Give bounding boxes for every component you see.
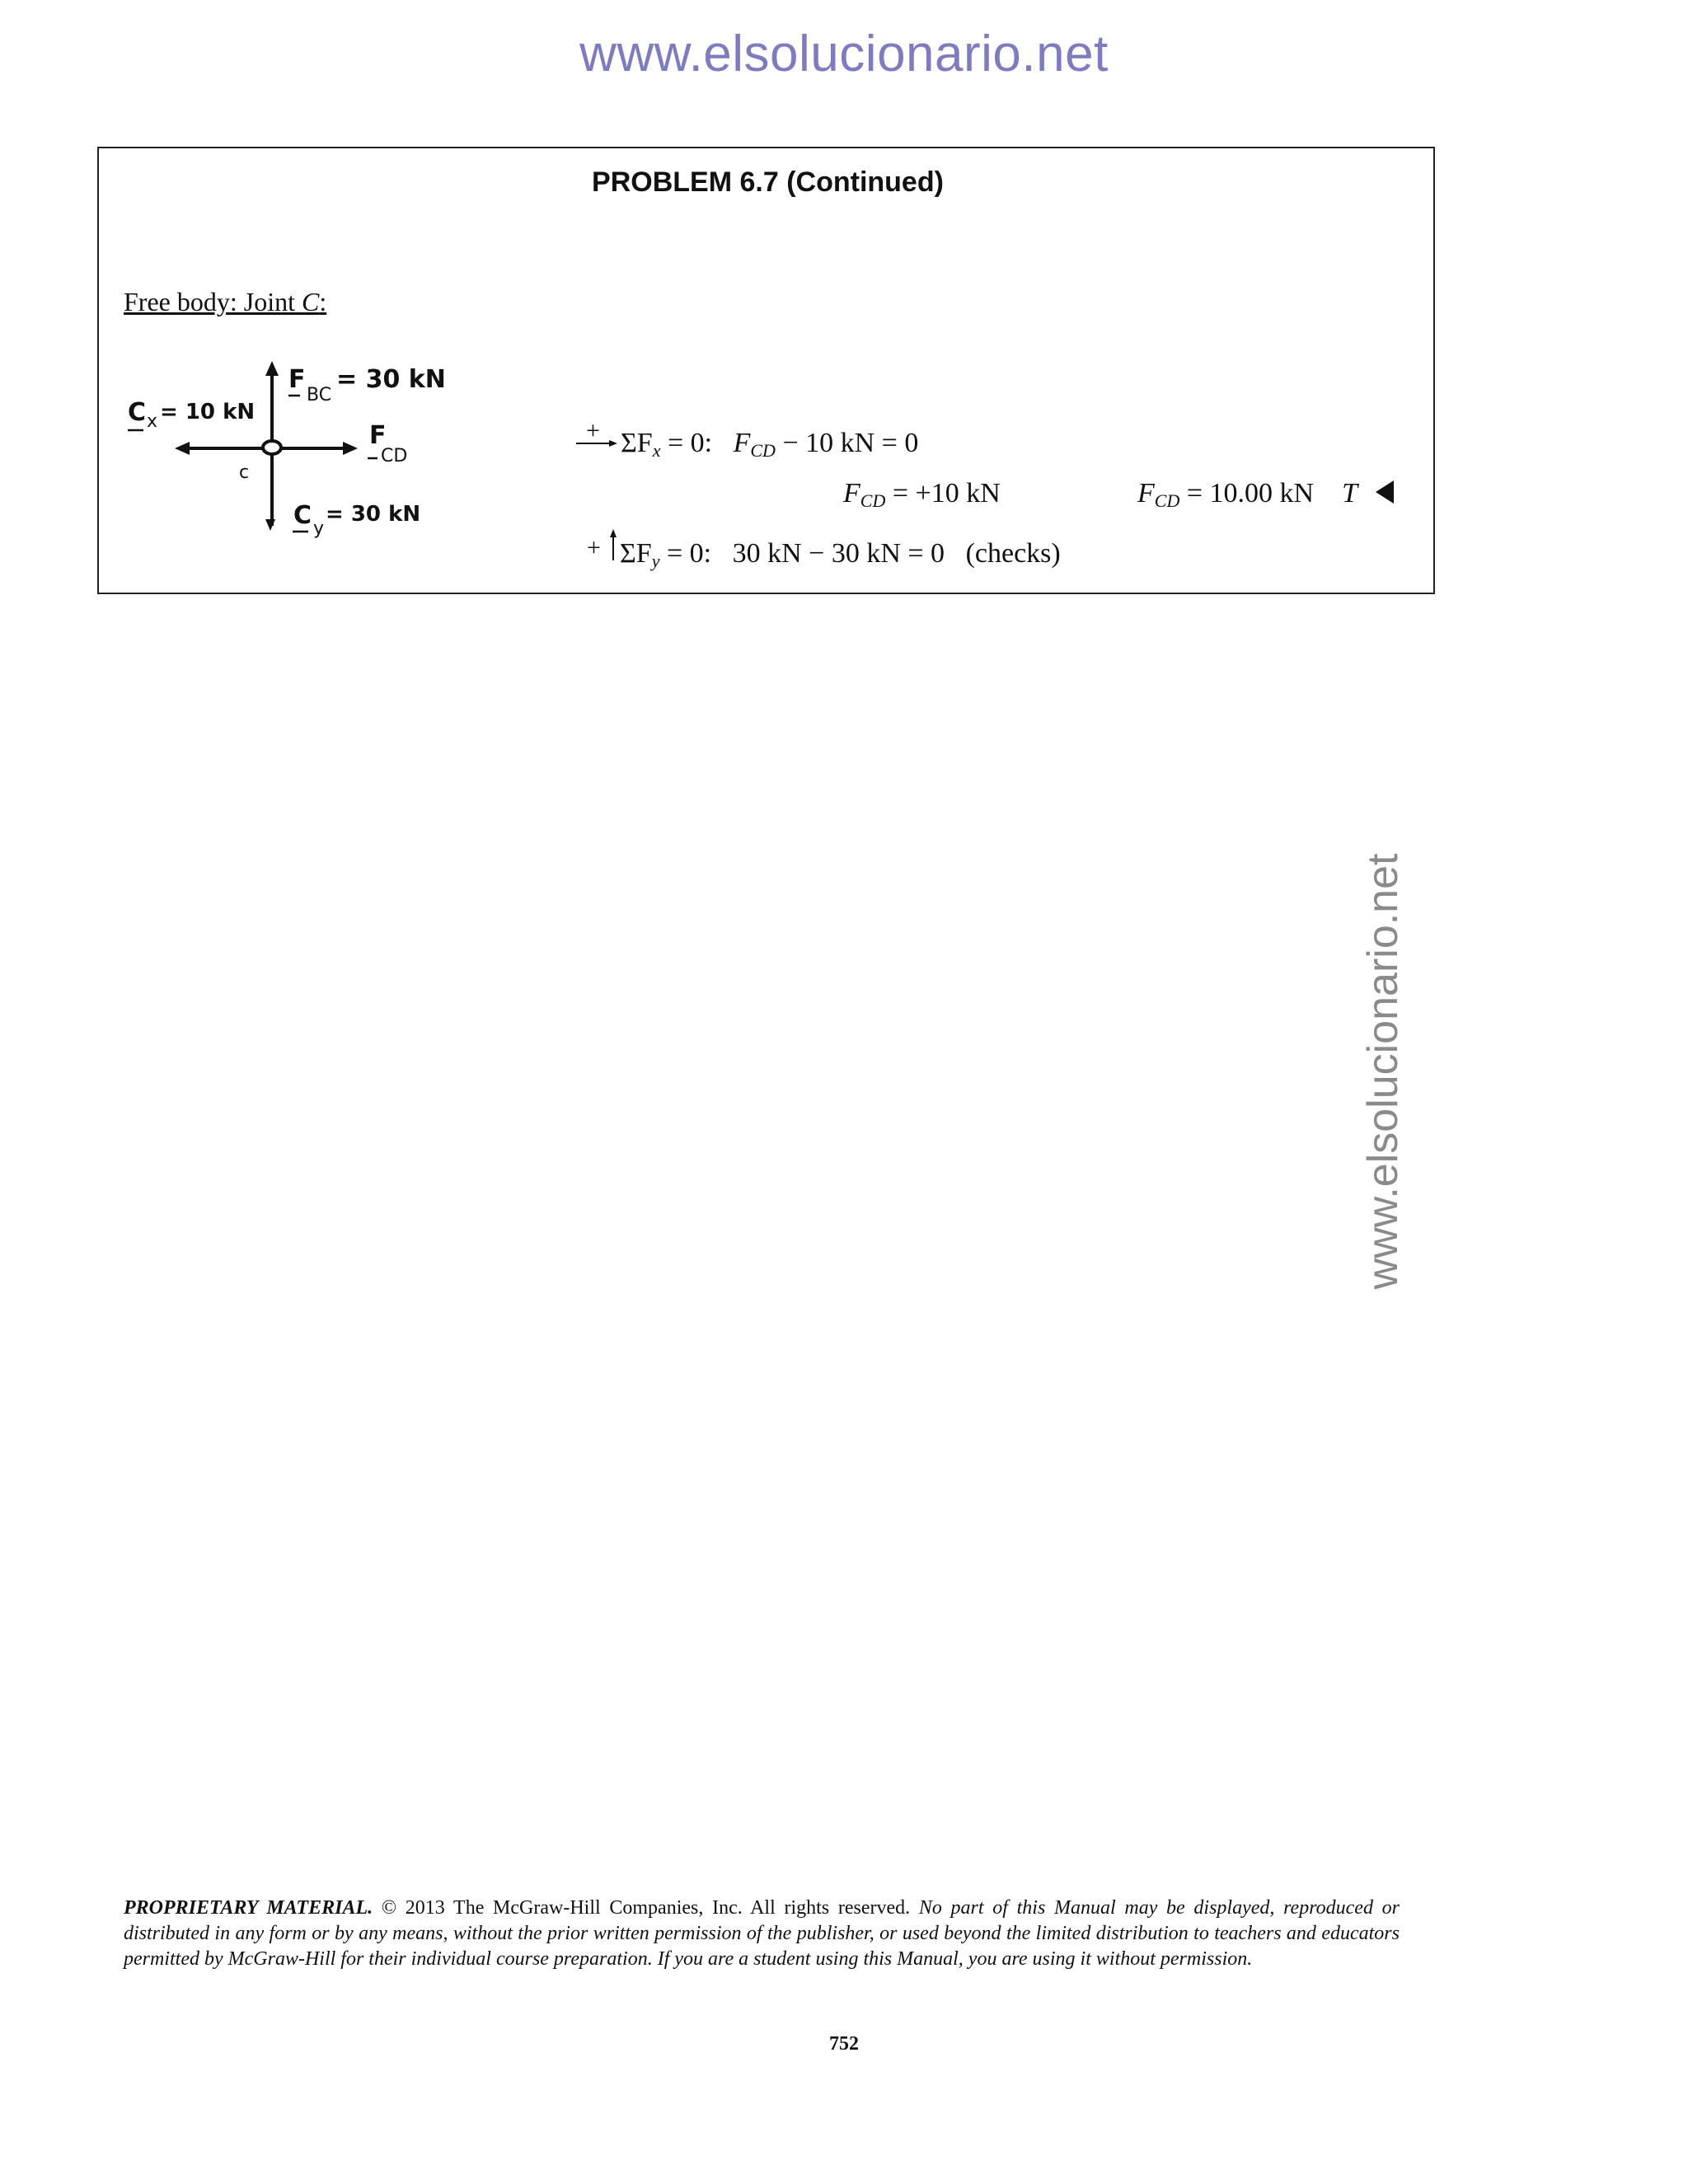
copyright-footer	[124, 1896, 1400, 1972]
free-body-joint: C	[301, 287, 320, 316]
footer-normal: © 2013 The McGraw-Hill Companies, Inc. All rights reserved.	[373, 1897, 911, 1919]
equation-sum-fx: + $\Sigma F_x = 0$: $F_{CD} - 10$ kN = 0	[574, 424, 918, 462]
cx-arrowhead	[175, 442, 190, 455]
equation-fcd-result: $F_{CD} = +10$ kN	[843, 478, 1001, 511]
fbc-label: F	[288, 365, 306, 394]
cy-arrowhead	[265, 519, 275, 531]
fbc-sub: BC	[307, 385, 332, 405]
fcd-label: F	[369, 421, 387, 450]
footer-italic: No part of this Manual may be displayed, reproduced or distributed in any form or by any means, without the prior written permission of the publisher, or used beyond the limited distribution to teachers and educators permitted by McGraw-Hill for their individual course preparation. If you are a student using this Manual, you are using it without permission.	[124, 1897, 1400, 1970]
free-body-label	[124, 287, 326, 317]
equation-sum-fy: + $\Sigma F_y = 0$: 30 kN − 30 kN = 0 (checks)	[587, 534, 1061, 572]
cy-label: C	[293, 501, 312, 530]
watermark-top: www.elsolucionario.net	[579, 26, 1109, 82]
watermark-side: www.elsolucionario.net	[1359, 853, 1407, 1290]
joint-label: c	[239, 462, 250, 483]
cy-sub: y	[313, 518, 325, 539]
plus-up-arrow-icon: +	[587, 534, 620, 562]
cx-value: = 10 kN	[160, 400, 256, 424]
problem-title: PROBLEM 6.7 (Continued)	[592, 166, 944, 198]
free-body-label-suffix: :	[319, 287, 327, 316]
fcd-sub: CD	[381, 446, 408, 466]
cy-value: = 30 kN	[326, 502, 421, 527]
fbc-value: = 30 kN	[336, 365, 446, 394]
page-number: 752	[829, 2033, 859, 2055]
cx-sub: x	[147, 411, 158, 432]
free-body-label-prefix: Free body: Joint	[124, 287, 302, 316]
free-body-diagram	[124, 354, 478, 544]
fbc-arrowhead	[265, 361, 279, 376]
answer-fcd: $F_{CD} = 10.00$ kN T	[1137, 478, 1394, 512]
cx-label: C	[128, 398, 147, 427]
joint-c	[263, 441, 281, 454]
fcd-arrowhead	[343, 442, 358, 455]
answer-marker-icon	[1376, 480, 1394, 504]
plus-right-arrow-icon: +	[574, 424, 621, 452]
footer-bold: PROPRIETARY MATERIAL.	[124, 1897, 373, 1919]
problem-box	[97, 147, 1435, 594]
